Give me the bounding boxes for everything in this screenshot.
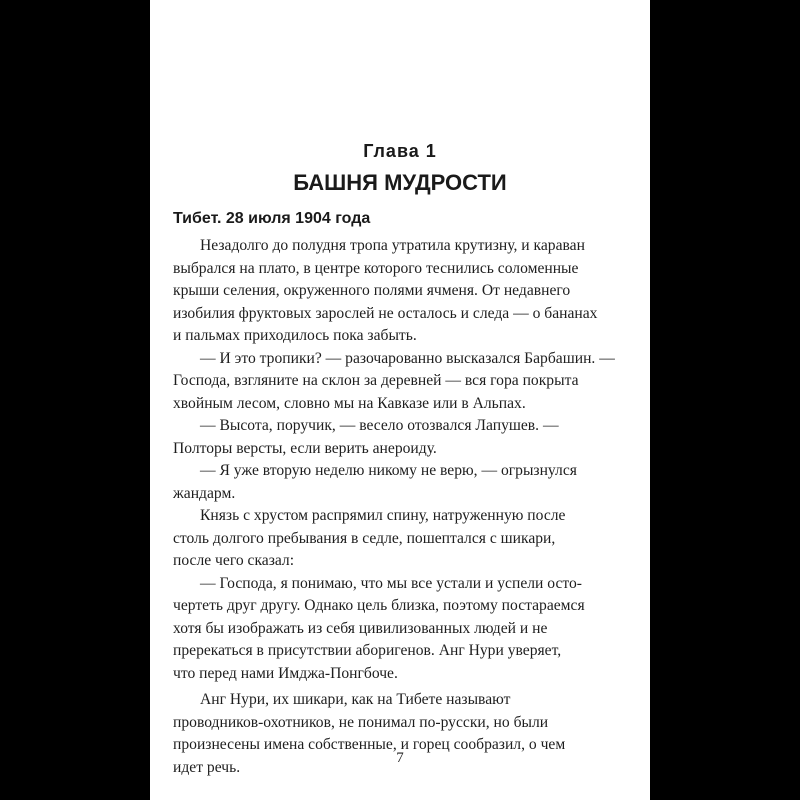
text-line: выбрался на плато, в центре которого теснились соломенные xyxy=(173,259,579,277)
text-line: произнесены имена собственные, и горец сообразил, о чем xyxy=(173,736,566,753)
text-line: крыши селения, окруженного полями ячменя. От недавнего xyxy=(173,282,571,299)
text-line: после чего сказал: xyxy=(173,552,295,569)
chapter-title: БАШНЯ МУДРОСТИ xyxy=(293,170,507,195)
text-line: хвойным лесом, словно мы на Кавказе или в Альпах. xyxy=(173,394,526,412)
text-line: что перед нами Имджа-Понгбоче. xyxy=(173,664,398,682)
text-line: — Я уже вторую неделю никому не верю, — огрызнулся xyxy=(200,462,577,479)
text-line: жандарм. xyxy=(173,484,236,502)
text-line: и пальмах приходилось пока забыть. xyxy=(173,327,417,344)
text-line: Полторы версты, если верить анероиду. xyxy=(173,439,437,457)
body-text xyxy=(173,235,613,779)
text-line: хотя бы изображать из себя цивилизованных людей и не xyxy=(173,619,548,637)
left-black-border xyxy=(0,0,150,800)
text-line: — Господа, я понимаю, что мы все устали и успели осто- xyxy=(200,574,582,592)
text-line: — И это тропики? — разочарованно высказался Барбашин. — xyxy=(200,349,615,367)
text-line: Господа, взгляните на склон за деревней — вся гора покрыта xyxy=(173,372,579,389)
section-heading: Тибет. 28 июля 1904 года xyxy=(173,210,371,227)
text-line: проводников-охотников, не понимал по-русски, но были xyxy=(173,713,549,731)
text-line: Анг Нури, их шикари, как на Тибете называют xyxy=(200,691,511,708)
text-line: чертеть друг другу. Однако цель близка, поэтому постараемся xyxy=(173,597,585,614)
page-number: 7 xyxy=(396,750,404,766)
text-line: изобилия фруктовых зарослей не осталось и следа — о бананах xyxy=(173,304,598,322)
right-black-border xyxy=(650,0,800,800)
text-line: столь долгого пребывания в седле, пошептался с шикари, xyxy=(173,529,556,547)
chapter-number: Глава 1 xyxy=(363,141,437,161)
text-line: идет речь. xyxy=(173,758,241,776)
book-page xyxy=(150,0,650,800)
text-line: Князь с хрустом распрямил спину, натруженную после xyxy=(200,507,566,524)
text-line: Незадолго до полудня тропа утратила крутизну, и караван xyxy=(200,237,585,254)
text-line: пререкаться в присутствии аборигенов. Анг Нури уверяет, xyxy=(173,642,562,659)
text-line: — Высота, поручик, — весело отозвался Лапушев. — xyxy=(200,417,559,434)
